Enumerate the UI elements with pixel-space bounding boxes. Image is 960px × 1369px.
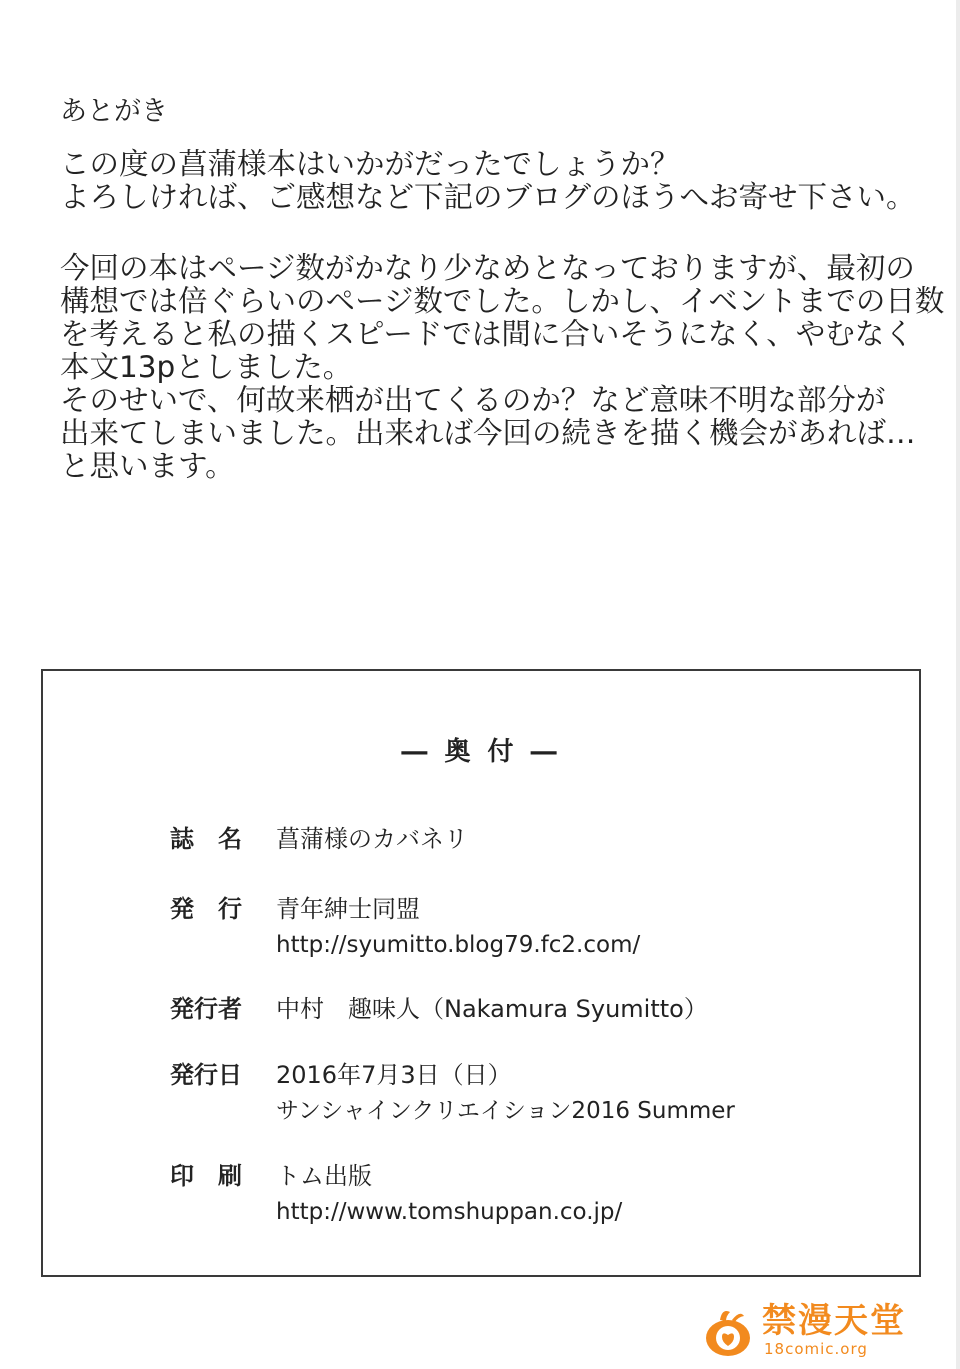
colophon-title: ― 奥 付 ― bbox=[401, 737, 561, 767]
watermark bbox=[700, 1300, 930, 1362]
watermark-url: 18comic.org bbox=[764, 1340, 868, 1358]
printer-url-link[interactable]: http://www.tomshuppan.co.jp/ bbox=[276, 1199, 623, 1225]
afterword-paragraph bbox=[60, 251, 945, 483]
colophon-value: 2016年7月3日（日） bbox=[276, 1061, 512, 1089]
afterword-line: この度の菖蒲様本はいかがだったでしょうか？ bbox=[60, 147, 680, 181]
afterword-section bbox=[60, 92, 945, 483]
colophon-value: 青年紳士同盟 bbox=[276, 895, 420, 923]
afterword-line: 本文13pとしました。 bbox=[60, 350, 353, 384]
colophon-label: 発 行 bbox=[170, 895, 242, 923]
afterword-line: よろしければ、ご感想など下記のブログのほうへお寄せ下さい。 bbox=[60, 180, 916, 214]
afterword-heading: あとがき bbox=[60, 96, 168, 127]
colophon-box bbox=[41, 669, 921, 1277]
watermark-text: 禁漫天堂 bbox=[762, 1301, 906, 1341]
afterword-line: そのせいで、何故来栖が出てくるのか？など意味不明な部分が bbox=[60, 383, 886, 417]
colophon-label: 発行日 bbox=[170, 1061, 242, 1089]
afterword-line: と思います。 bbox=[60, 449, 235, 483]
colophon-value: 中村 趣味人（Nakamura Syumitto） bbox=[276, 995, 708, 1023]
publisher-url-link[interactable]: http://syumitto.blog79.fc2.com/ bbox=[276, 932, 641, 958]
colophon-value: トム出版 bbox=[276, 1162, 372, 1190]
afterword-line: 出来てしまいました。出来れば今回の続きを描く機会があれば… bbox=[60, 416, 916, 450]
page-edge bbox=[956, 0, 960, 1369]
mascot-logo-icon bbox=[700, 1304, 756, 1360]
colophon-label: 発行者 bbox=[170, 995, 242, 1023]
colophon-label: 印 刷 bbox=[170, 1162, 242, 1190]
colophon-event: サンシャインクリエイション2016 Summer bbox=[276, 1098, 735, 1124]
afterword-line: 今回の本はページ数がかなり少なめとなっておりますが、最初の bbox=[60, 251, 915, 285]
colophon-label: 誌 名 bbox=[170, 825, 242, 853]
afterword-paragraph bbox=[60, 148, 930, 214]
afterword-line: 構想では倍ぐらいのページ数でした。しかし、イベントまでの日数 bbox=[60, 284, 945, 318]
colophon-value: 菖蒲様のカバネリ bbox=[276, 825, 468, 853]
afterword-line: を考えると私の描くスピードでは間に合いそうになく、やむなく bbox=[60, 317, 914, 351]
